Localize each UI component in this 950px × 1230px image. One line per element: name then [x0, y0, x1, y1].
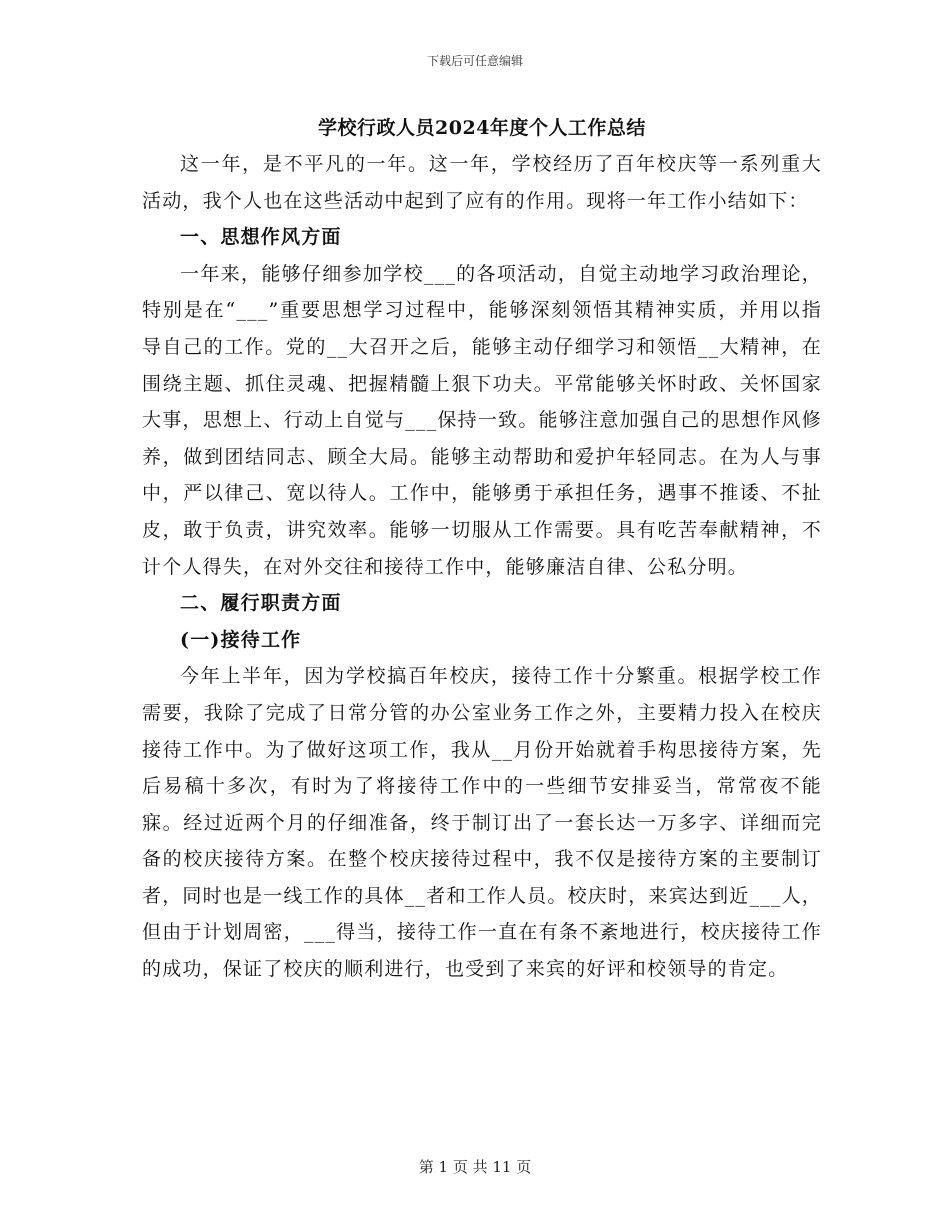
- section-paragraph-ideology: 一年来，能够仔细参加学校___的各项活动，自觉主动地学习政治理论，特别是在“___”重要思想学习过程中，能够深刻领悟其精神实质，并用以指导自己的工作。党的__大召开之后，能够主动仔细学习和领悟__大精神，在围绕主题、抓住灵魂、把握精髓上狠下功夫。平常能够关怀时政、关怀国家大事，思想上、行动上自觉与___保持一致。能够注意加强自己的思想作风修养，做到团结同志、顾全大局。能够主动帮助和爱护年轻同志。在为人与事中，严以律己、宽以待人。工作中，能够勇于承担任务，遇事不推诿、不扯皮，敢于负责，讲究效率。能够一切服从工作需要。具有吃苦奉献精神，不计个人得失，在对外交往和接待工作中，能够廉洁自律、公私分明。: [142, 262, 822, 578]
- page-header-note: 下载后可任意编辑: [426, 54, 523, 68]
- subsection-paragraph-reception: 今年上半年，因为学校搞百年校庆，接待工作十分繁重。根据学校工作需要，我除了完成了日常分管的办公室业务工作之外，主要精力投入在校庆接待工作中。为了做好这项工作，我从__月份开始就着手构思接待方案，先后易稿十多次，有时为了将接待工作中的一些细节安排妥当，常常夜不能寐。经过近两个月的仔细准备，终于制订出了一套长达一万多字、详细而完备的校庆接待方案。在整个校庆接待过程中，我不仅是接待方案的主要制订者，同时也是一线工作的具体__者和工作人员。校庆时，来宾达到近___人，但由于计划周密，___得当，接待工作一直在有条不紊地进行，校庆接待工作的成功，保证了校庆的顺利进行，也受到了来宾的好评和校领导的肯定。: [142, 665, 822, 981]
- intro-paragraph: 这一年，是不平凡的一年。这一年，学校经历了百年校庆等一系列重大活动，我个人也在这些活动中起到了应有的作用。现将一年工作小结如下：: [142, 153, 822, 212]
- page-number: 第 1 页 共 11 页: [418, 1158, 532, 1176]
- document-title: 学校行政人员2024年度个人工作总结: [318, 117, 646, 139]
- subsection-heading-reception: (一)接待工作: [180, 628, 302, 651]
- section-heading-ideology: 一、思想作风方面: [180, 226, 342, 249]
- section-heading-duties: 二、履行职责方面: [180, 592, 342, 615]
- document-body: [142, 110, 822, 988]
